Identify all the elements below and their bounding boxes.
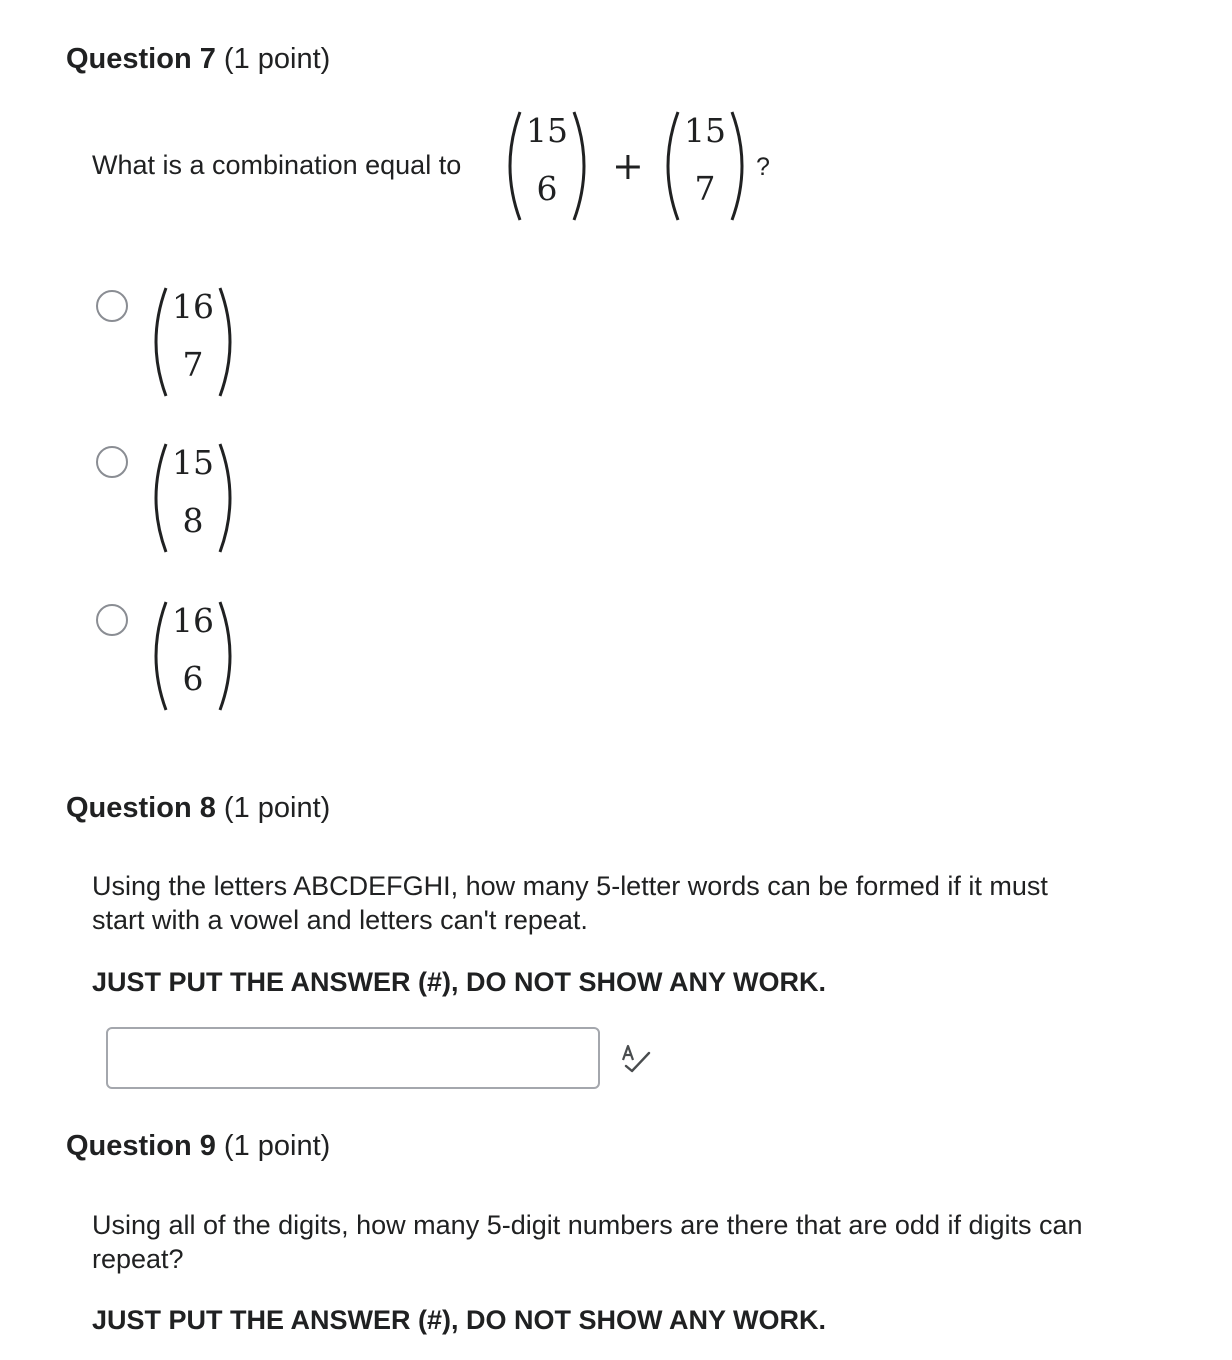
option-2-bottom: 8	[182, 501, 204, 540]
question-8-number: Question 8	[66, 792, 216, 824]
question-9-number: Question 9	[66, 1130, 216, 1162]
option-3-top: 16	[172, 601, 214, 640]
option-1-binomial	[150, 286, 236, 398]
question-8-prompt-line-2: start with a vowel and letters can't repeat.	[92, 905, 588, 935]
question-8-prompt-line-1: Using the letters ABCDEFGHI, how many 5-letter words can be formed if it must	[92, 871, 1048, 901]
question-9-prompt-line-2: repeat?	[92, 1244, 184, 1274]
question-7-number: Question 7	[66, 43, 216, 75]
plus-sign: +	[612, 144, 644, 188]
question-8-points: (1 point)	[223, 792, 331, 824]
option-3-radio[interactable]	[96, 604, 128, 636]
question-9-header	[66, 1129, 330, 1163]
option-1-bottom: 7	[182, 345, 204, 384]
option-1-radio[interactable]	[96, 290, 128, 322]
question-7-header	[66, 42, 330, 76]
binomial-term-2	[662, 110, 748, 222]
question-9-points: (1 point)	[223, 1130, 331, 1162]
question-8-header	[66, 791, 330, 825]
binomial-term-2-bottom: 7	[694, 169, 716, 208]
question-mark: ?	[756, 153, 770, 181]
question-8-answer-input[interactable]	[106, 1027, 600, 1089]
binomial-term-1-bottom: 6	[536, 169, 558, 208]
option-3-binomial	[150, 600, 236, 712]
question-7-prompt: What is a combination equal to	[92, 150, 462, 180]
option-2-radio[interactable]	[96, 446, 128, 478]
binomial-term-1	[504, 110, 590, 222]
spell-check-icon[interactable]	[618, 1040, 654, 1076]
option-2-top: 15	[172, 443, 214, 482]
binomial-term-2-top: 15	[684, 111, 726, 150]
question-8-instruction: JUST PUT THE ANSWER (#), DO NOT SHOW ANY WORK.	[92, 967, 827, 997]
question-9-prompt-line-1: Using all of the digits, how many 5-digit numbers are there that are odd if digits can	[92, 1210, 1083, 1240]
option-2-binomial	[150, 442, 236, 554]
question-9-instruction: JUST PUT THE ANSWER (#), DO NOT SHOW ANY WORK.	[92, 1305, 827, 1335]
option-3-bottom: 6	[182, 659, 204, 698]
question-7-points: (1 point)	[223, 43, 331, 75]
option-1-top: 16	[172, 287, 214, 326]
binomial-term-1-top: 15	[526, 111, 568, 150]
